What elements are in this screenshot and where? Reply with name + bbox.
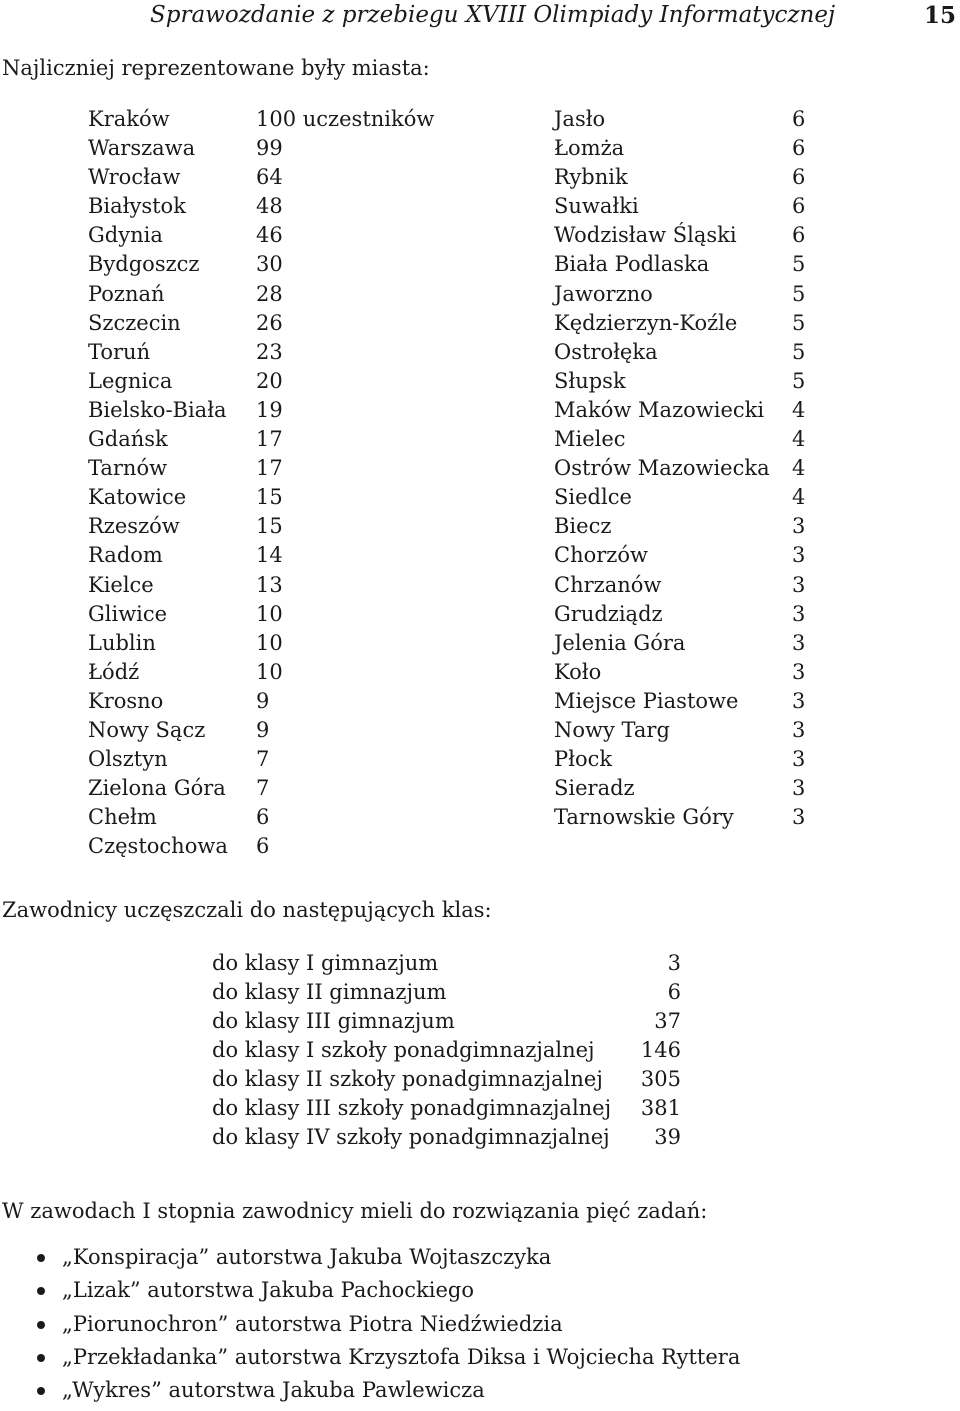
city-row: [88, 718, 434, 747]
class-row: [212, 1038, 681, 1067]
city-row: [88, 252, 434, 281]
task-text: „Konspiracja” autorstwa Jakuba Wojtaszczyka: [62, 1245, 552, 1269]
task-text: „Przekładanka” autorstwa Krzysztofa Diksa i Wojciecha Ryttera: [62, 1344, 741, 1369]
class-count: 305: [640, 1067, 681, 1091]
class-label: do klasy I gimnazjum: [212, 951, 439, 975]
city-row: [554, 369, 805, 398]
city-row: [88, 107, 434, 136]
cities-table-left: [88, 107, 434, 863]
city-count: 3: [792, 747, 806, 772]
city-row: [88, 689, 434, 718]
city-name: Sieradz: [554, 776, 635, 801]
city-count: 3: [792, 659, 806, 684]
task-item: [0, 1378, 740, 1411]
city-name: Maków Mazowiecki: [554, 397, 765, 422]
class-row: [212, 1009, 681, 1038]
city-name: Chrzanów: [554, 572, 662, 597]
city-name: Biała Podlaska: [554, 252, 710, 277]
city-count: 46: [256, 223, 283, 248]
city-name: Jelenia Góra: [554, 630, 686, 655]
class-row: [212, 1125, 681, 1154]
city-row: [88, 747, 434, 776]
city-name: Poznań: [88, 281, 165, 306]
city-row: [88, 369, 434, 398]
city-count: 64: [256, 165, 283, 190]
city-name: Katowice: [88, 485, 187, 510]
city-count: 3: [792, 543, 806, 568]
bullet-icon: [37, 1321, 45, 1329]
city-name: Tarnowskie Góry: [554, 805, 734, 830]
city-row: [554, 776, 805, 805]
city-count: 19: [256, 397, 283, 422]
city-row: [554, 514, 805, 543]
city-row: [88, 805, 434, 834]
city-name: Łódź: [88, 659, 140, 684]
city-row: [88, 776, 434, 805]
city-row: [88, 136, 434, 165]
city-count: 17: [256, 427, 283, 452]
city-row: [554, 136, 805, 165]
city-row: [88, 282, 434, 311]
city-row: [88, 311, 434, 340]
city-name: Toruń: [88, 339, 151, 364]
task-item: [0, 1245, 740, 1278]
city-name: Rzeszów: [88, 514, 180, 539]
city-row: [88, 427, 434, 456]
class-count: 3: [667, 951, 681, 975]
city-row: [554, 543, 805, 572]
city-name: Warszawa: [88, 136, 196, 161]
city-count: 4: [792, 485, 806, 510]
city-row: [554, 718, 805, 747]
city-row: [88, 631, 434, 660]
running-title: Sprawozdanie z przebiegu XVIII Olimpiady Informatycznej: [150, 2, 836, 28]
class-row: [212, 951, 681, 980]
city-count: 10: [256, 659, 283, 684]
class-count: 146: [640, 1038, 681, 1062]
task-text: „Piorunochron” autorstwa Piotra Niedźwiedzia: [62, 1311, 563, 1336]
city-count: 6: [256, 834, 270, 859]
city-count: 6: [792, 194, 806, 219]
city-name: Zielona Góra: [88, 776, 226, 801]
city-name: Koło: [554, 659, 602, 684]
city-count: 7: [256, 747, 270, 772]
city-name: Siedlce: [554, 485, 632, 510]
city-count: 6: [792, 165, 806, 190]
class-label: do klasy II gimnazjum: [212, 980, 447, 1004]
city-name: Biecz: [554, 514, 612, 539]
cities-table-right: [554, 107, 805, 834]
classes-intro: Zawodnicy uczęszczali do następujących klas:: [2, 898, 492, 922]
city-row: [88, 165, 434, 194]
city-name: Chełm: [88, 805, 157, 830]
bullet-icon: [37, 1354, 45, 1362]
city-name: Lublin: [88, 630, 156, 655]
city-name: Białystok: [88, 194, 186, 219]
city-name: Kielce: [88, 572, 154, 597]
bullet-icon: [37, 1254, 45, 1262]
city-count: 3: [792, 601, 806, 626]
city-count: 3: [792, 805, 806, 830]
tasks-intro: W zawodach I stopnia zawodnicy mieli do rozwiązania pięć zadań:: [2, 1199, 708, 1223]
city-name: Gliwice: [88, 601, 168, 626]
city-row: [88, 340, 434, 369]
city-name: Chorzów: [554, 543, 648, 568]
city-name: Legnica: [88, 368, 173, 393]
city-name: Kędzierzyn-Koźle: [554, 310, 738, 335]
city-count: 4: [792, 397, 806, 422]
city-count: 5: [792, 339, 806, 364]
city-name: Jasło: [554, 107, 606, 131]
city-row: [88, 660, 434, 689]
tasks-list: [0, 1245, 740, 1411]
task-item: [0, 1345, 740, 1378]
city-count: 13: [256, 572, 283, 597]
task-text: „Wykres” autorstwa Jakuba Pawlewicza: [62, 1378, 485, 1403]
city-name: Wrocław: [88, 165, 181, 190]
city-name: Gdynia: [88, 223, 163, 248]
city-name: Częstochowa: [88, 834, 228, 859]
city-count: 5: [792, 368, 806, 393]
city-name: Krosno: [88, 688, 164, 713]
city-name: Grudziądz: [554, 601, 663, 626]
class-count: 381: [640, 1096, 681, 1120]
city-count: 5: [792, 310, 806, 335]
city-count: 15: [256, 514, 283, 539]
city-row: [554, 456, 805, 485]
city-count: 5: [792, 252, 806, 277]
city-count: 48: [256, 194, 283, 219]
city-name: Ostrołęka: [554, 339, 658, 364]
city-row: [554, 573, 805, 602]
city-row: [554, 223, 805, 252]
class-label: do klasy II szkoły ponadgimnazjalnej: [212, 1067, 603, 1091]
city-count: 14: [256, 543, 283, 568]
city-count: 10: [256, 630, 283, 655]
page-header: [0, 0, 960, 34]
city-count: 20: [256, 368, 283, 393]
city-row: [554, 602, 805, 631]
city-row: [88, 543, 434, 572]
city-count: 7: [256, 776, 270, 801]
city-count: 9: [256, 717, 270, 742]
city-row: [554, 107, 805, 136]
city-name: Bydgoszcz: [88, 252, 200, 277]
city-name: Mielec: [554, 427, 626, 452]
city-row: [554, 427, 805, 456]
city-row: [88, 573, 434, 602]
city-name: Bielsko-Biała: [88, 397, 227, 422]
city-count: 23: [256, 339, 283, 364]
city-name: Tarnów: [88, 456, 168, 481]
city-count: 6: [792, 107, 806, 131]
city-row: [554, 194, 805, 223]
city-count: 100 uczestników: [256, 107, 435, 131]
class-count: 37: [654, 1009, 681, 1033]
city-row: [554, 398, 805, 427]
city-count: 3: [792, 630, 806, 655]
class-count: 6: [667, 980, 681, 1004]
city-row: [554, 747, 805, 776]
city-count: 15: [256, 485, 283, 510]
city-name: Ostrów Mazowiecka: [554, 456, 770, 481]
task-text: „Lizak” autorstwa Jakuba Pachockiego: [62, 1278, 474, 1303]
city-row: [554, 340, 805, 369]
city-count: 10: [256, 601, 283, 626]
city-name: Miejsce Piastowe: [554, 688, 739, 713]
city-name: Gdańsk: [88, 427, 168, 452]
city-count: 3: [792, 514, 806, 539]
city-name: Radom: [88, 543, 163, 568]
city-count: 99: [256, 136, 283, 161]
city-row: [554, 165, 805, 194]
city-name: Rybnik: [554, 165, 628, 190]
city-count: 3: [792, 717, 806, 742]
city-row: [554, 805, 805, 834]
city-count: 26: [256, 310, 283, 335]
city-row: [88, 834, 434, 863]
task-item: [0, 1278, 740, 1311]
city-count: 6: [256, 805, 270, 830]
city-count: 3: [792, 688, 806, 713]
city-row: [88, 456, 434, 485]
class-label: do klasy III szkoły ponadgimnazjalnej: [212, 1096, 612, 1120]
city-count: 4: [792, 427, 806, 452]
city-count: 28: [256, 281, 283, 306]
bullet-icon: [37, 1387, 45, 1395]
city-row: [88, 514, 434, 543]
city-row: [554, 311, 805, 340]
city-count: 4: [792, 456, 806, 481]
city-name: Łomża: [554, 136, 625, 161]
city-name: Nowy Sącz: [88, 717, 206, 742]
city-name: Olsztyn: [88, 747, 168, 772]
class-label: do klasy I szkoły ponadgimnazjalnej: [212, 1038, 595, 1062]
city-name: Jaworzno: [554, 281, 653, 306]
classes-table: [212, 951, 681, 1154]
class-row: [212, 1096, 681, 1125]
city-count: 9: [256, 688, 270, 713]
class-label: do klasy IV szkoły ponadgimnazjalnej: [212, 1125, 610, 1149]
city-row: [554, 485, 805, 514]
cities-intro: Najliczniej reprezentowane były miasta:: [2, 56, 430, 80]
city-name: Szczecin: [88, 310, 181, 335]
city-count: 30: [256, 252, 283, 277]
city-row: [554, 660, 805, 689]
city-name: Nowy Targ: [554, 717, 670, 742]
bullet-icon: [37, 1287, 45, 1295]
city-row: [554, 252, 805, 281]
task-item: [0, 1312, 740, 1345]
city-count: 5: [792, 281, 806, 306]
city-row: [88, 485, 434, 514]
city-name: Słupsk: [554, 368, 626, 393]
city-name: Wodzisław Śląski: [554, 223, 737, 248]
city-row: [554, 282, 805, 311]
city-count: 6: [792, 223, 806, 248]
class-row: [212, 1067, 681, 1096]
city-count: 6: [792, 136, 806, 161]
class-row: [212, 980, 681, 1009]
city-name: Kraków: [88, 107, 170, 131]
city-name: Płock: [554, 747, 613, 772]
city-count: 3: [792, 572, 806, 597]
class-label: do klasy III gimnazjum: [212, 1009, 455, 1033]
city-row: [88, 194, 434, 223]
city-count: 17: [256, 456, 283, 481]
city-row: [554, 631, 805, 660]
city-count: 3: [792, 776, 806, 801]
class-count: 39: [654, 1125, 681, 1149]
city-row: [88, 602, 434, 631]
page-number: 15: [923, 2, 956, 29]
city-row: [88, 223, 434, 252]
city-name: Suwałki: [554, 194, 639, 219]
city-row: [88, 398, 434, 427]
city-row: [554, 689, 805, 718]
